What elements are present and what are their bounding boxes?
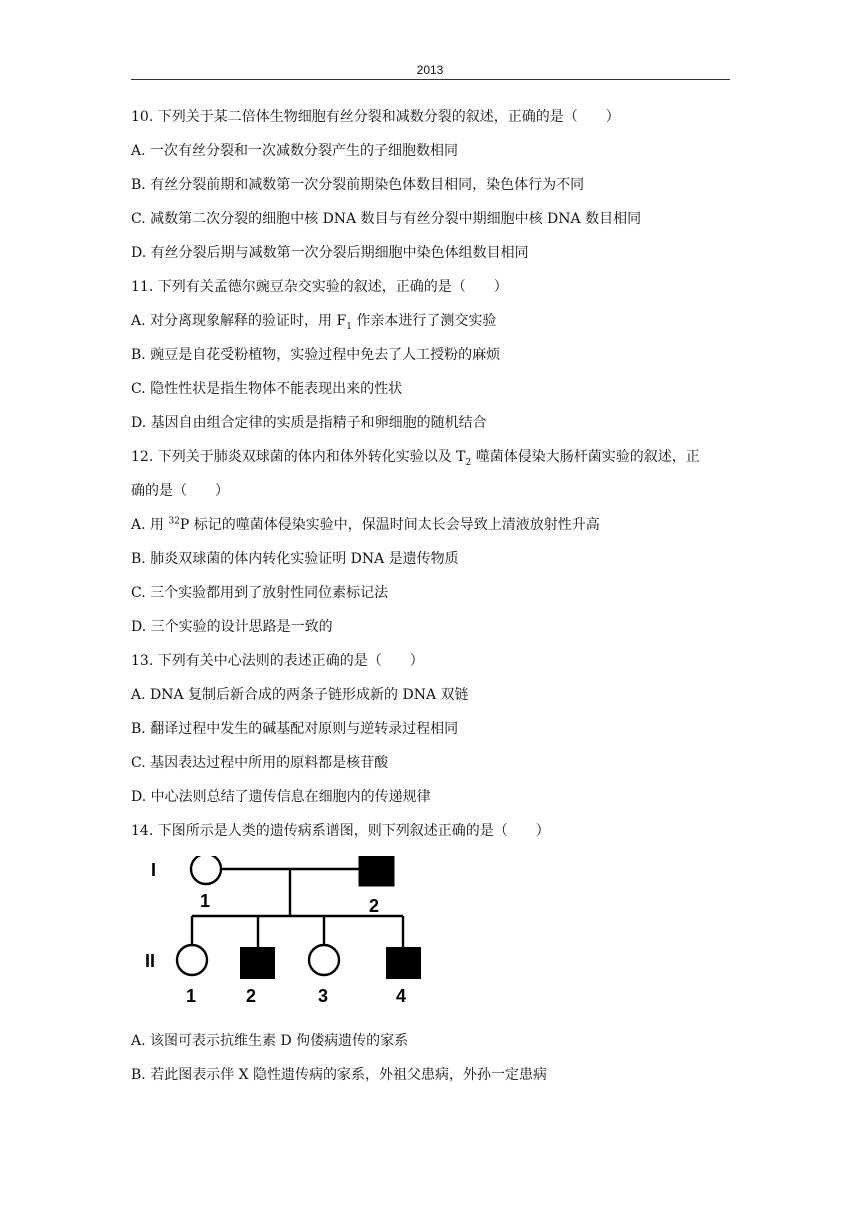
question-13-option-d: D. 中心法则总结了遗传信息在细胞内的传递规律 [131, 789, 431, 805]
option-a-text-post: 作亲本进行了测交实验 [351, 313, 497, 329]
question-12-option-d: D. 三个实验的设计思路是一致的 [131, 619, 333, 635]
superscript-32: 32 [168, 516, 180, 527]
header-rule [131, 79, 730, 80]
question-11-option-b: B. 豌豆是自花受粉植物，实验过程中免去了人工授粉的麻烦 [131, 347, 501, 363]
gen2-number-2: 2 [246, 986, 257, 1006]
generation-label-1: I [151, 860, 157, 880]
gen2-individual-4-male-affected [386, 947, 421, 979]
stem-post: 噬菌体侵染大肠杆菌实验的叙述，正 [471, 449, 700, 465]
gen1-number-2: 2 [369, 896, 380, 916]
question-10-stem: 10. 下列关于某二倍体生物细胞有丝分裂和减数分裂的叙述，正确的是（ ） [131, 109, 620, 125]
gen1-number-1: 1 [200, 891, 211, 911]
question-13-option-a: A. DNA 复制后新合成的两条子链形成新的 DNA 双链 [131, 687, 469, 703]
gen1-individual-2-male-affected [359, 856, 394, 886]
question-12-stem-line2: 确的是（ ） [131, 483, 229, 499]
question-12-option-c: C. 三个实验都用到了放射性同位素标记法 [131, 585, 389, 601]
gen2-individual-3-female-unaffected [309, 945, 339, 975]
option-a-text-pre: A. 对分离现象解释的验证时，用 F [131, 313, 347, 329]
question-10-option-d: D. 有丝分裂后期与减数第一次分裂后期细胞中染色体组数目相同 [131, 245, 529, 261]
question-13-stem: 13. 下列有关中心法则的表述正确的是（ ） [131, 653, 424, 669]
question-11-stem: 11. 下列有关孟德尔豌豆杂交实验的叙述，正确的是（ ） [131, 279, 508, 295]
question-14-stem: 14. 下图所示是人类的遗传病系谱图，则下列叙述正确的是（ ） [131, 823, 550, 839]
option-a-text-pre: A. 用 [131, 517, 169, 533]
page-header-label: 2013 [416, 63, 444, 77]
question-13-option-c: C. 基因表达过程中所用的原料都是核苷酸 [131, 755, 389, 771]
generation-label-2: II [145, 951, 156, 971]
question-10-option-c: C. 减数第二次分裂的细胞中核 DNA 数目与有丝分裂中期细胞中核 DNA 数目相同 [131, 211, 642, 227]
pedigree-chart [131, 856, 731, 1032]
question-12-stem [131, 448, 731, 482]
question-12-option-b: B. 肺炎双球菌的体内转化实验证明 DNA 是遗传物质 [131, 551, 459, 567]
gen2-individual-2-male-affected [240, 947, 275, 979]
option-a-text-post: P 标记的噬菌体侵染实验中，保温时间太长会导致上清液放射性升高 [179, 517, 600, 533]
gen1-individual-1-female-unaffected [191, 856, 221, 884]
question-10-option-a: A. 一次有丝分裂和一次减数分裂产生的子细胞数相同 [131, 143, 459, 159]
subscript-1: 1 [346, 321, 352, 332]
question-12-option-a [131, 516, 731, 550]
stem-pre: 12. 下列关于肺炎双球菌的体内和体外转化实验以及 T [131, 449, 466, 465]
question-11-option-c: C. 隐性性状是指生物体不能表现出来的性状 [131, 381, 403, 397]
question-14-option-b: B. 若此图表示伴 X 隐性遗传病的家系，外祖父患病，外孙一定患病 [131, 1067, 548, 1083]
subscript-2: 2 [465, 457, 472, 468]
gen2-individual-1-female-unaffected [177, 945, 207, 975]
gen2-number-3: 3 [318, 986, 329, 1006]
question-list [131, 108, 731, 1100]
pedigree-svg [131, 856, 731, 1032]
question-10-option-b: B. 有丝分裂前期和减数第一次分裂前期染色体数目相同，染色体行为不同 [131, 177, 585, 193]
gen2-number-1: 1 [186, 986, 197, 1006]
question-13-option-b: B. 翻译过程中发生的碱基配对原则与逆转录过程相同 [131, 721, 459, 737]
question-11-option-d: D. 基因自由组合定律的实质是指精子和卵细胞的随机结合 [131, 415, 487, 431]
question-11-option-a [131, 312, 731, 346]
gen2-number-4: 4 [396, 986, 407, 1006]
question-14-option-a: A. 该图可表示抗维生素 D 佝偻病遗传的家系 [131, 1033, 409, 1049]
